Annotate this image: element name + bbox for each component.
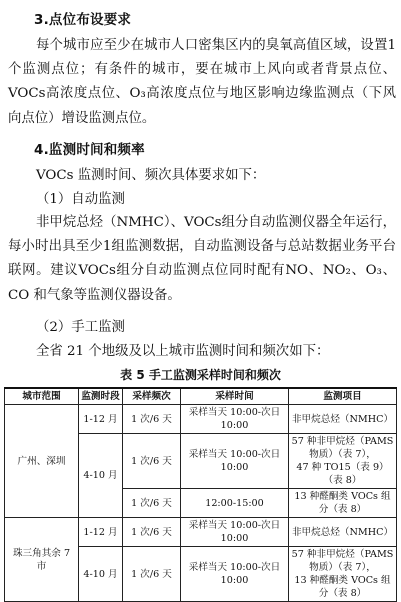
cell-frequency: 1 次/6 天 (123, 405, 181, 434)
manual-monitoring-intro: 全省 21 个地级及以上城市监测时间和频次如下： (36, 344, 330, 359)
section-4-heading: 4.监测时间和频率 (34, 142, 145, 158)
cell-frequency: 1 次/6 天 (123, 518, 181, 547)
cell-time: 12:00-15:00 (181, 489, 289, 518)
cell-period: 4-10 月 (79, 434, 123, 518)
cell-item: 非甲烷总烃（NMHC） (289, 518, 397, 547)
cell-time: 采样当天 10:00-次日 10:00 (181, 547, 289, 602)
cell-city: 珠三角其余 7 市 (5, 518, 79, 602)
header-city-range: 城市范围 (5, 388, 79, 405)
cell-period: 1-12 月 (79, 518, 123, 547)
cell-city: 广州、深圳 (5, 405, 79, 518)
cell-item (289, 547, 397, 602)
cell-frequency: 1 次/6 天 (123, 434, 181, 489)
cell-period: 4-10 月 (79, 547, 123, 602)
cell-item-line: 57 种非甲烷烃（PAMS 物质）（表 7）， (291, 436, 394, 460)
header-frequency: 采样频次 (123, 388, 181, 405)
section-3-heading: 3.点位布设要求 (34, 12, 132, 28)
subheading-auto-monitoring: （1）自动监测 (36, 192, 125, 207)
cell-time: 采样当天 10:00-次日 10:00 (181, 405, 289, 434)
cell-item-line: 47 种 TO15（表 9）（表 8） (296, 462, 389, 486)
cell-frequency: 1 次/6 天 (123, 547, 181, 602)
sampling-table (4, 387, 397, 602)
cell-period: 1-12 月 (79, 405, 123, 434)
auto-monitoring-paragraph: 非甲烷总烃（NMHC）、VOCs组分自动监测仪器全年运行，每小时出具至少1组监测数据，自动监测设备与总站数据业务平台联网。建议VOCs组分自动监测点位同时配有NO、NO₂、O₃、CO 和气象等监测仪器设备。 (8, 215, 396, 303)
table-caption: 表 5 手工监测采样时间和频次 (120, 368, 281, 382)
cell-item-line: 13 种醛酮类 VOCs 组分（表 8） (294, 575, 391, 599)
cell-item-line: 57 种非甲烷烃（PAMS 物质）（表 7）， (291, 549, 394, 573)
table-row (5, 405, 397, 434)
cell-item: 13 种醛酮类 VOCs 组分（表 8） (289, 489, 397, 518)
cell-time: 采样当天 10:00-次日 10:00 (181, 434, 289, 489)
table-row (5, 518, 397, 547)
cell-item: 非甲烷总烃（NMHC） (289, 405, 397, 434)
cell-time: 采样当天 10:00-次日 10:00 (181, 518, 289, 547)
header-period: 监测时段 (79, 388, 123, 405)
section-4-intro: VOCs 监测时间、频次具体要求如下： (36, 168, 266, 183)
header-monitoring-item: 监测项目 (289, 388, 397, 405)
cell-item (289, 434, 397, 489)
section-3-paragraph: 每个城市应至少在城市人口密集区内的臭氧高值区域，设置1个监测点位；有条件的城市，要在城市上风向或者背景点位、VOCs高浓度点位、O₃高浓度点位与地区影响边缘监测点（下风向点位）增设监测点位。 (8, 38, 396, 126)
table-header-row (5, 388, 397, 405)
header-sampling-time: 采样时间 (181, 388, 289, 405)
cell-frequency: 1 次/6 天 (123, 489, 181, 518)
subheading-manual-monitoring: （2）手工监测 (36, 320, 125, 335)
